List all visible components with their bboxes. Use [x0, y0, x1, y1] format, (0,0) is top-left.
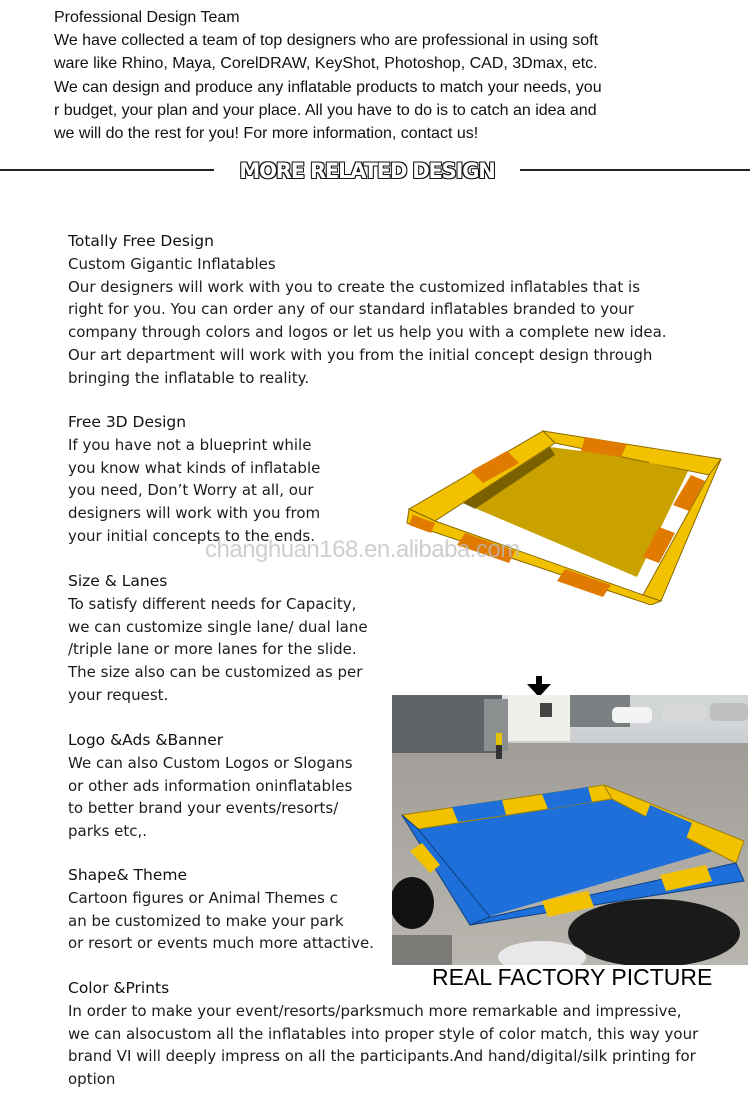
- intro-body: We have collected a team of top designers who are professional in using soft ware like Rhino, Maya, CorelDRAW, KeyShot, Photoshop, CAD, 3Dmax, etc. We can design and produce any inflatable products to match your needs, you r budget, your plan and your place. All you have to do is to catch an idea and we will do the rest for you! For more information, contact us!: [54, 32, 602, 143]
- section-body: To satisfy different needs for Capacity, we can customize single lane/ dual lane /triple lane or more lanes for the slide. The size also can be customized as per your request.: [68, 594, 368, 704]
- divider-right: [520, 169, 750, 171]
- section-color-prints: [68, 977, 728, 1091]
- section-free-design: [68, 230, 708, 390]
- section-title: Free 3D Design: [68, 413, 187, 431]
- intro-block: [54, 6, 694, 145]
- section-title: Totally Free Design: [68, 232, 214, 250]
- factory-photo-image: [392, 695, 748, 965]
- section-banner: MORE RELATED DESIGN: [239, 159, 495, 183]
- section-logo-ads: [68, 729, 388, 843]
- watermark-text: changhuan168.en.alibaba.com: [205, 536, 520, 563]
- section-size-lanes: [68, 570, 388, 707]
- section-body: We can also Custom Logos or Slogans or other ads information oninflatables to better brand your events/resorts/ parks etc,.: [68, 753, 353, 841]
- section-body: Custom Gigantic Inflatables Our designers will work with you to create the customized inflatables that is right for you. You can order any of our standard inflatables branded to your company through colors and logos or let us help you with a complete new idea. Our art department will work with you from the initial concept design through bringing the inflatable to reality.: [68, 254, 667, 387]
- section-body: Cartoon figures or Animal Themes c an be customized to make your park or resort or events much more attactive.: [68, 888, 374, 953]
- section-title: Size & Lanes: [68, 572, 168, 590]
- section-title: Color &Prints: [68, 979, 170, 997]
- section-title: Logo &Ads &Banner: [68, 731, 224, 749]
- section-body: If you have not a blueprint while you know what kinds of inflatable you need, Don’t Worry at all, our designers will work with you from your initial concepts to the ends.: [68, 435, 321, 545]
- section-body: In order to make your event/resorts/parksmuch more remarkable and impressive, we can alsocustom all the inflatables into proper style of color match, this way your brand VI will deeply impress on all the participants.And hand/digital/silk printing for option: [68, 1001, 699, 1089]
- photo-caption: REAL FACTORY PICTURE: [432, 964, 713, 990]
- section-shape-theme: [68, 864, 388, 955]
- section-title: Shape& Theme: [68, 866, 188, 884]
- section-free-3d: [68, 411, 388, 548]
- divider-left: [0, 169, 214, 171]
- intro-title: Professional Design Team: [54, 9, 240, 26]
- pool-3d-render-image: [405, 425, 727, 605]
